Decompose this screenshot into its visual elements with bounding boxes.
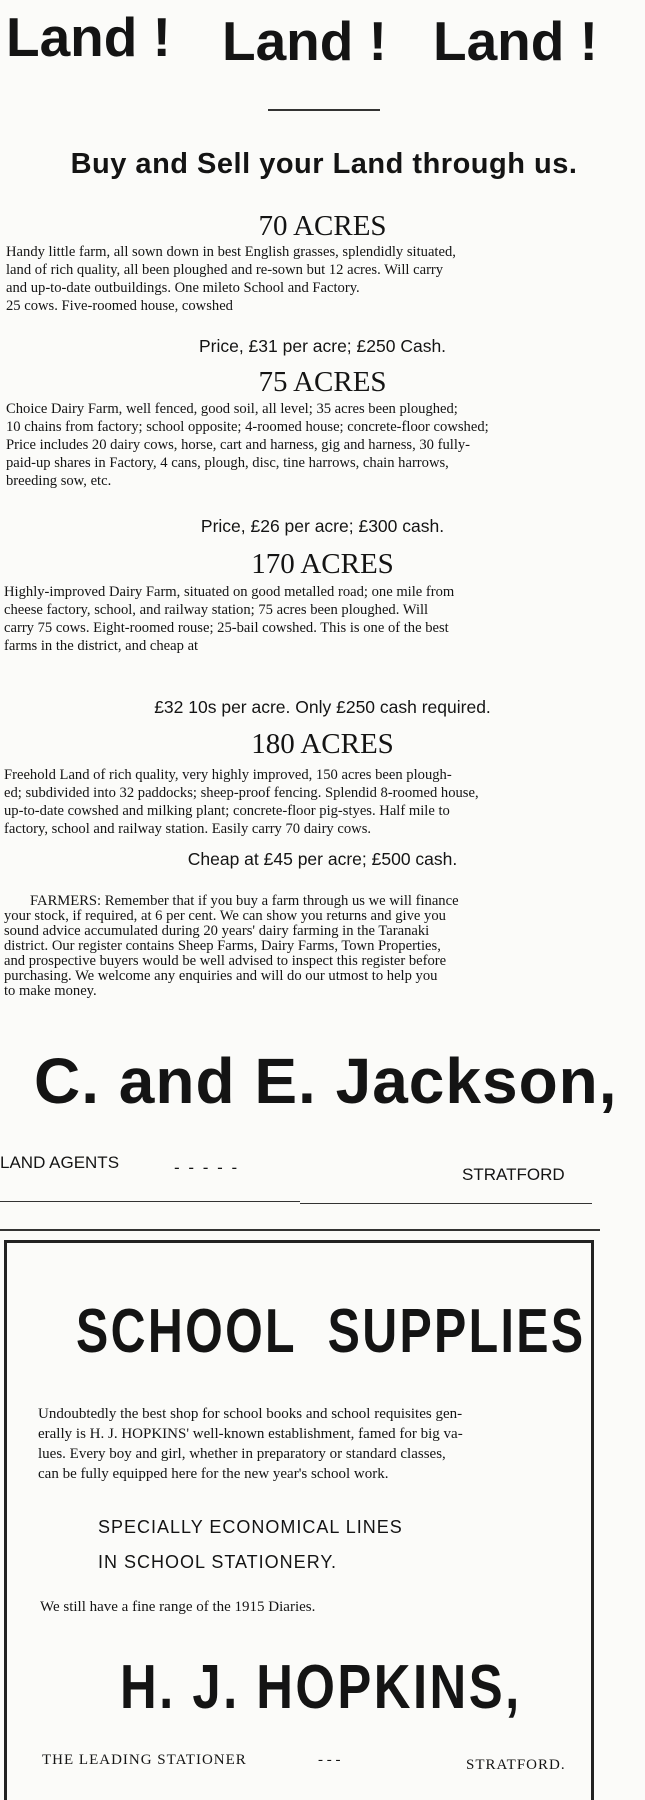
land-headline-1: Land ! (6, 6, 171, 68)
special-lines-1: SPECIALLY ECONOMICAL LINES (98, 1517, 403, 1537)
land-headline-3: Land ! (433, 10, 598, 72)
footer-dots: - - - - - (174, 1158, 240, 1177)
listing-text: Handy little farm, all sown down in best English grasses, splendidly situated, land of rich quality, all been ploughed and re-sown but 12 acres. Will carry and up-to-date outbuildings. One mileto School and Factory. 25 cows. Five-roomed house, cowshed (6, 244, 456, 314)
school-footer-left: THE LEADING STATIONER (42, 1752, 247, 1768)
subhead: Buy and Sell your Land through us. (70, 148, 578, 180)
school-text: Undoubtedly the best shop for school books and school requisites gen- erally is H. J. HOPKINS' well-known establishment, famed for big va- lues. Every boy and girl, whether in preparatory or standard classes, can be fully equipped here for the new year's school work. (38, 1406, 463, 1482)
listing-acres: 70 ACRES (258, 210, 387, 242)
divider-rule (300, 1203, 592, 1204)
listing-text: Choice Dairy Farm, well fenced, good soil, all level; 35 acres been ploughed; 10 chains from factory; school opposite; 4-roomed house; concrete-floor cowshed; Price includes 20 dairy cows, horse, cart and harness, gig and harness, 30 fully- paid-up shares in Factory, 4 cans, plough, disc, tine harrows, chain harrows, breeding sow, etc. (6, 401, 489, 489)
farmers-paragraph: FARMERS: Remember that if you buy a farm through us we will finance your stock, if required, at 6 per cent. We can show you returns and give you sound advice accumulated during 20 years' dairy farming in the Taranaki district. Our register contains Sheep Farms, Dairy Farms, Town Properties, and prospective buyers would be well advised to inspect this register before purchasing. We welcome any enquiries and will do our utmost to help you to make money. (4, 893, 459, 999)
firm-name: C. and E. Jackson, (34, 1045, 618, 1117)
ornament-rule (268, 109, 380, 111)
listing-price: £32 10s per acre. Only £250 cash required. (154, 697, 491, 717)
diaries-text: We still have a fine range of the 1915 Diaries. (40, 1599, 316, 1615)
listing-price: Price, £31 per acre; £250 Cash. (198, 336, 447, 356)
listing-acres: 75 ACRES (258, 366, 387, 398)
listing-acres: 180 ACRES (251, 728, 394, 760)
hopkins-name: H. J. HOPKINS, (120, 1653, 522, 1722)
footer-left: LAND AGENTS (0, 1153, 120, 1172)
school-footer-dots: - - - (318, 1752, 341, 1768)
footer-right: STRATFORD (462, 1165, 565, 1184)
divider-rule (0, 1229, 600, 1231)
school-footer-right: STRATFORD. (466, 1757, 566, 1773)
listing-price: Price, £26 per acre; £300 cash. (200, 516, 445, 536)
listing-text: Freehold Land of rich quality, very highly improved, 150 acres been plough- ed; subdivided into 32 paddocks; sheep-proof fencing. Splendid 8-roomed house, up-to-date cowshed and milking plant; concrete-floor pig-styes. Half mile to factory, school and railway station. Easily carry 70 dairy cows. (4, 767, 479, 837)
special-lines-2: IN SCHOOL STATIONERY. (98, 1552, 338, 1572)
land-headline-2: Land ! (222, 10, 387, 72)
school-headline: SCHOOL SUPPLIES (76, 1297, 586, 1366)
listing-text: Highly-improved Dairy Farm, situated on good metalled road; one mile from cheese factory, school, and railway station; 75 acres been ploughed. Will carry 75 cows. Eight-roomed rouse; 25-bail cowshed. This is one of the best farms in the district, and cheap at (4, 584, 455, 654)
listing-price: Cheap at £45 per acre; £500 cash. (187, 849, 458, 869)
listing-acres: 170 ACRES (251, 548, 394, 580)
divider-rule (0, 1201, 300, 1202)
